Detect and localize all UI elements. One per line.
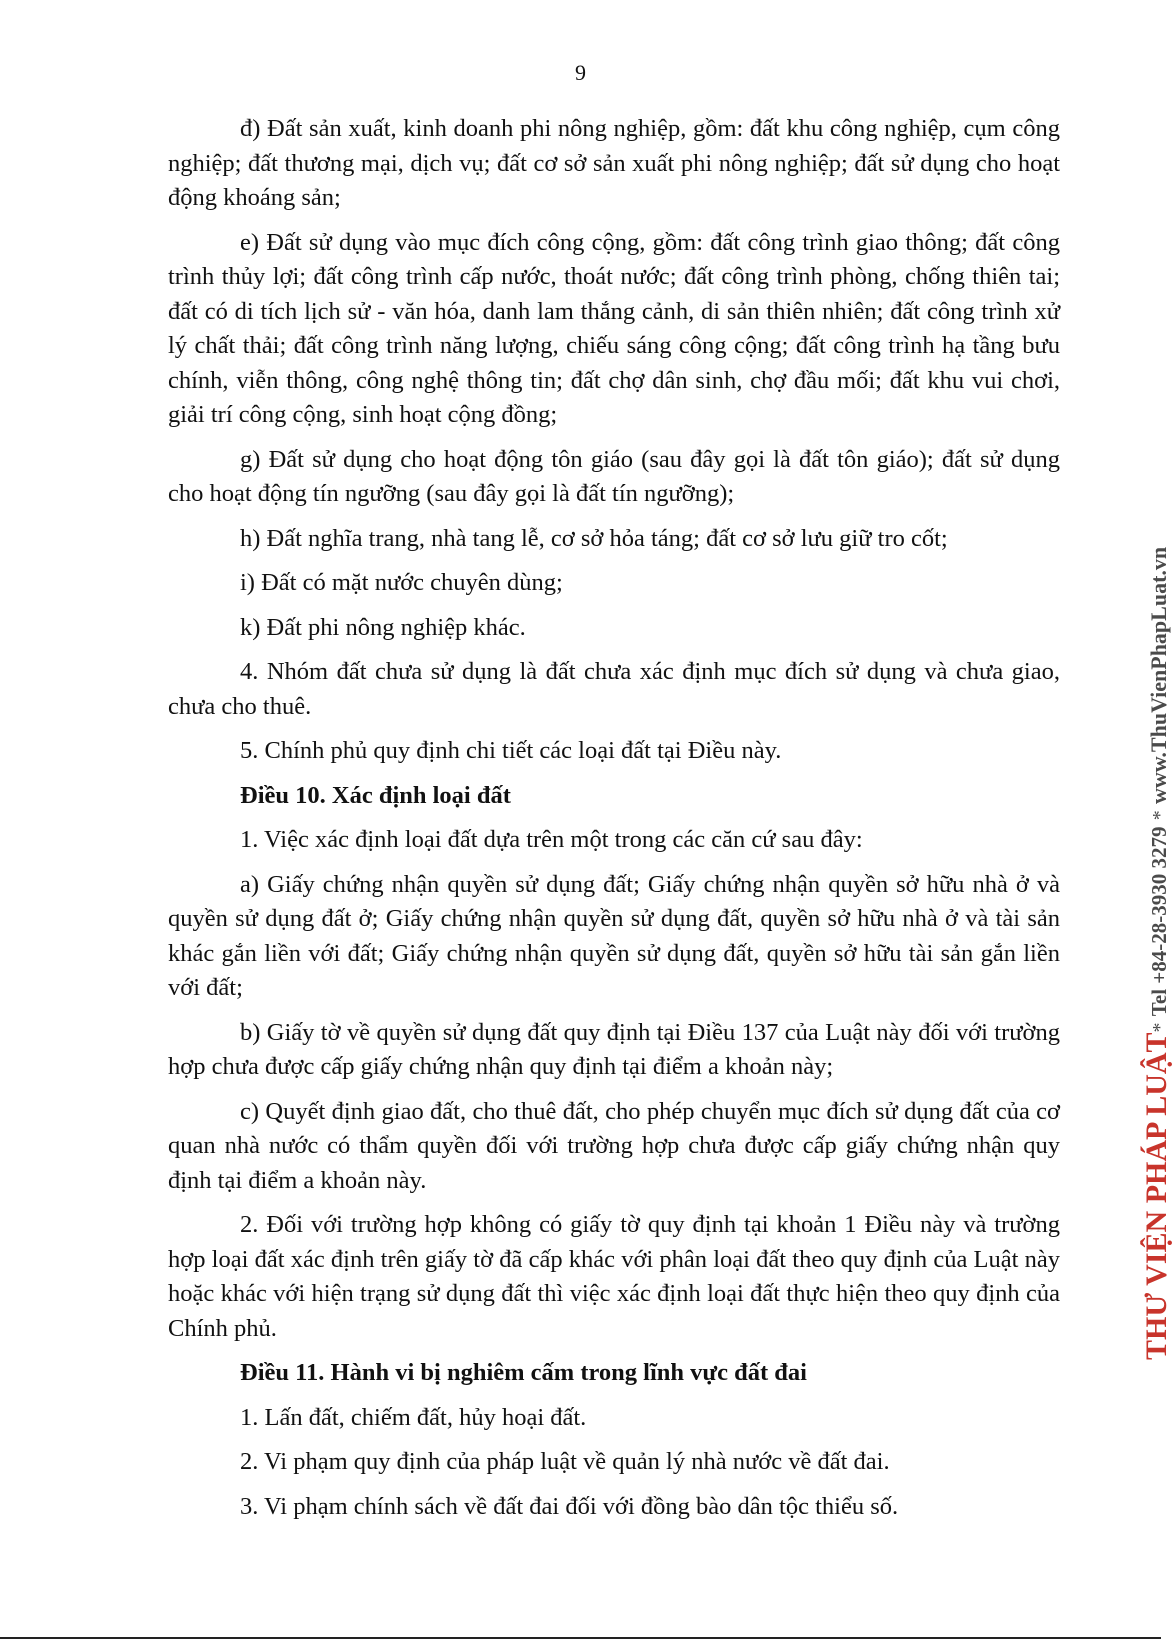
watermark-name: THƯ VIỆN PHÁP LUẬT — [1140, 1032, 1173, 1360]
watermark-url: www.ThuVienPhapLuat.vn — [1146, 546, 1171, 805]
page-number: 9 — [575, 60, 586, 85]
paragraph: 1. Việc xác định loại đất dựa trên một trong các căn cứ sau đây: — [240, 826, 863, 853]
paragraph: 2. Đối với trường hợp không có giấy tờ quy định tại khoản 1 Điều này và trường hợp loại đất xác định trên giấy tờ đã cấp khác với phân loại đất theo quy định của Luật này hoặc khác với hiện trạng sử dụng đất thì việc xác định loại đất thực hiện theo quy định của Chính phủ. — [168, 1211, 1060, 1342]
paragraph: h) Đất nghĩa trang, nhà tang lễ, cơ sở hỏa táng; đất cơ sở lưu giữ tro cốt; — [240, 524, 948, 552]
paragraph: c) Quyết định giao đất, cho thuê đất, cho phép chuyển mục đích sử dụng đất của cơ quan nhà nước có thẩm quyền đối với trường hợp chưa được cấp giấy chứng nhận quy định tại điểm a khoản này. — [168, 1097, 1060, 1194]
paragraph: 5. Chính phủ quy định chi tiết các loại đất tại Điều này. — [240, 737, 782, 764]
paragraph: a) Giấy chứng nhận quyền sử dụng đất; Giấy chứng nhận quyền sở hữu nhà ở và quyền sử dụng đất ở; Giấy chứng nhận quyền sử dụng đất, quyền sở hữu nhà ở và tài sản khác gắn liền với đất; Giấy chứng nhận quyền sử dụng đất, quyền sở hữu tài sản gắn liền với đất; — [168, 870, 1060, 1001]
paragraph: đ) Đất sản xuất, kinh doanh phi nông nghiệp, gồm: đất khu công nghiệp, cụm công nghiệp; đất thương mại, dịch vụ; đất cơ sở sản xuất phi nông nghiệp; đất sử dụng cho hoạt động khoáng sản; — [168, 115, 1060, 211]
paragraph: b) Giấy tờ về quyền sử dụng đất quy định tại Điều 137 của Luật này đối với trường hợp chưa được cấp giấy chứng nhận quy định tại điểm a khoản này; — [168, 1018, 1060, 1080]
paragraph: e) Đất sử dụng vào mục đích công cộng, gồm: đất công trình giao thông; đất công trình thủy lợi; đất công trình cấp nước, thoát nước; đất công trình phòng, chống thiên tai; đất có di tích lịch sử - văn hóa, danh lam thắng cảnh, di sản thiên nhiên; đất công trình xử lý chất thải; đất công trình năng lượng, chiếu sáng công cộng; đất công trình hạ tầng bưu chính, viễn thông, công nghệ thông tin; đất chợ dân sinh, chợ đầu mối; đất khu vui chơi, giải trí công cộng, sinh hoạt cộng đồng; — [168, 228, 1060, 428]
document-body — [168, 112, 1060, 1534]
watermark-tel: Tel +84-28-3930 3279 — [1147, 826, 1171, 1017]
watermark-star: * — [1149, 1022, 1171, 1033]
paragraph: 3. Vi phạm chính sách về đất đai đối với đồng bào dân tộc thiểu số. — [240, 1492, 899, 1520]
paragraph: 2. Vi phạm quy định của pháp luật về quản lý nhà nước về đất đai. — [240, 1448, 890, 1475]
paragraph: g) Đất sử dụng cho hoạt động tôn giáo (sau đây gọi là đất tôn giáo); đất sử dụng cho hoạt động tín ngưỡng (sau đây gọi là đất tín ngưỡng); — [168, 445, 1060, 507]
paragraph: 1. Lấn đất, chiếm đất, hủy hoại đất. — [240, 1403, 587, 1431]
bottom-border — [0, 1637, 1161, 1639]
paragraph: k) Đất phi nông nghiệp khác. — [240, 613, 526, 641]
watermark-separator: * — [1149, 810, 1171, 821]
article-10-heading: Điều 10. Xác định loại đất — [240, 781, 511, 809]
paragraph: 4. Nhóm đất chưa sử dụng là đất chưa xác định mục đích sử dụng và chưa giao, chưa cho thuê. — [168, 658, 1060, 720]
article-11-heading: Điều 11. Hành vi bị nghiêm cấm trong lĩnh vực đất đai — [240, 1359, 807, 1386]
watermark — [1140, 547, 1174, 1360]
paragraph: i) Đất có mặt nước chuyên dùng; — [240, 569, 563, 596]
